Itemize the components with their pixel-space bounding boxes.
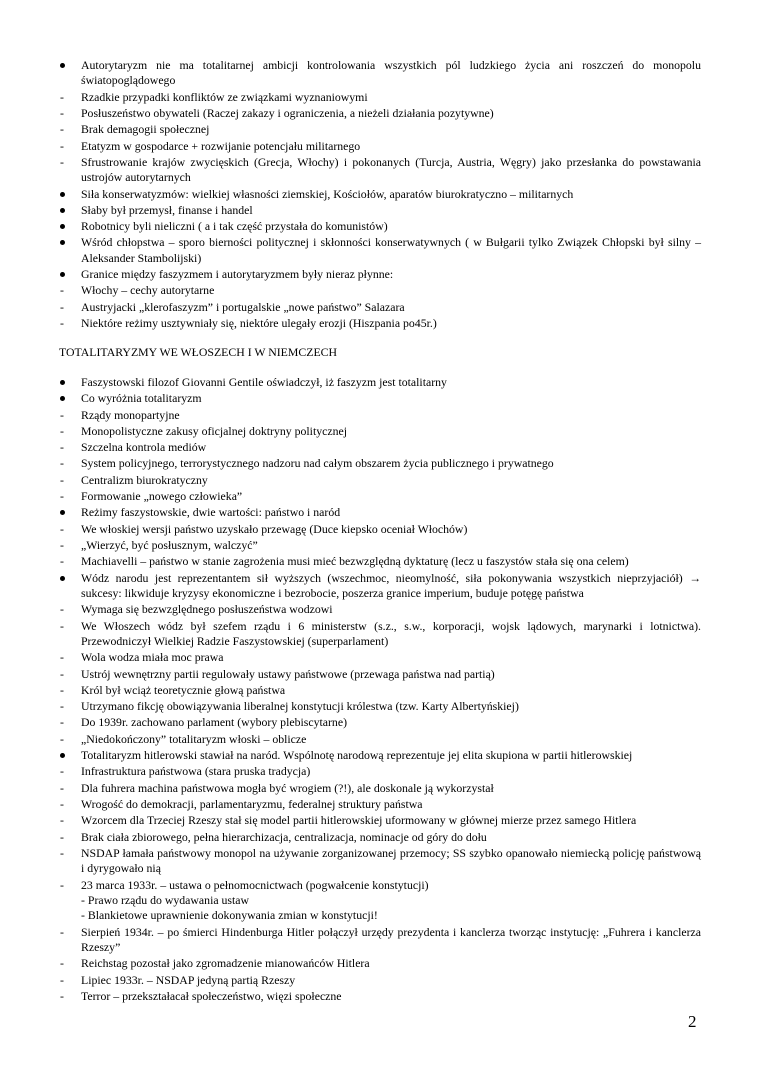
list-item-text: Terror – przekształacał społeczeństwo, więzi społeczne: [81, 988, 342, 1003]
list-item-text: Totalitaryzm hitlerowski stawiał na naród. Wspólnotę narodową reprezentuje jej elita skupiona w partii hitlerowskiej: [81, 748, 633, 763]
list-item-text: 23 marca 1933r. – ustawa o pełnomocnictwach (pogwałcenie konstytucji): [81, 877, 429, 892]
list-item-text: We włoskiej wersji państwo uzyskało przewagę (Duce kiepsko oceniał Włochów): [81, 521, 468, 536]
list-item: [59, 139, 701, 154]
list-item-text: We Włoszech wódz był szefem rządu i 6 ministerstw (s.z., s.w., korporacji, wojsk lądowych, marynarki i lotnictwa). Przewodniczył Wielkiej Radzie Faszystowskiej (superparlament): [81, 618, 701, 648]
list-item-text: Robotnicy byli nieliczni ( a i tak część przystała do komunistów): [81, 219, 388, 234]
list-item-text: Monopolistyczne zakusy oficjalnej doktryny politycznej: [81, 423, 348, 438]
list-item-text: Wśród chłopstwa – sporo bierności politycznej i skłonności konserwatywnych ( w Bułgarii tylko Związek Chłopski był silny – Aleksander Stambolijski): [81, 235, 701, 265]
list-item-text: Ustrój wewnętrzny partii regulowały ustawy państwowe (przewaga państwa nad partią): [81, 666, 495, 681]
list-item: [59, 391, 701, 406]
list-item: [59, 715, 701, 730]
list-item: [59, 283, 701, 298]
list-item: [59, 650, 701, 665]
sub-item-text: - Prawo rządu do wydawania ustaw: [81, 892, 250, 907]
list-item-text: NSDAP łamała państwowy monopol na używanie zorganizowanej przemocy; SS szybko opanowało niemiecką policję państwową i dyrygowało nią: [81, 845, 701, 876]
list-item-text: Lipiec 1933r. – NSDAP jedyną partią Rzeszy: [81, 972, 296, 987]
list-item-text: Niektóre reżimy usztywniały się, niektóre ulegały erozji (Hiszpania po45r.): [81, 316, 437, 331]
list-item: [59, 797, 701, 812]
list-item-text: Król był wciąż teoretycznie głową państwa: [81, 682, 286, 697]
list-item: [59, 219, 701, 234]
list-item-text: System policyjnego, terrorystycznego nadzoru nad całym obszarem życia publicznego i prywatnego: [81, 456, 554, 471]
list-item-text: Słaby był przemysł, finanse i handel: [81, 202, 253, 217]
list-item: [59, 699, 701, 714]
list-item: [59, 956, 701, 971]
list-item: [59, 456, 701, 471]
list-item: [59, 683, 701, 698]
list-item-text: Faszystowski filozof Giovanni Gentile oświadczył, iż faszyzm jest totalitarny: [81, 375, 447, 389]
list-item-text: Granice między faszyzmem i autorytaryzmem były nieraz płynne:: [81, 267, 394, 282]
list-item: [59, 732, 701, 747]
list-item: [59, 505, 701, 520]
list-item-text: Brak demagogii społecznej: [81, 122, 210, 137]
list-item: [59, 571, 701, 602]
list-item-text: Wzorcem dla Trzeciej Rzeszy stał się model partii hitlerowskiej uformowany w głównej mierze przez samego Hitlera: [81, 813, 637, 828]
section-heading: TOTALITARYZMY WE WŁOSZECH I W NIEMCZECH: [59, 345, 338, 359]
list-item-text: Szczelna kontrola mediów: [81, 440, 207, 455]
list-item: [59, 781, 701, 796]
list-item-text: Dla fuhrera machina państwowa mogła być wrogiem (?!), ale doskonale ją wykorzystał: [81, 780, 494, 795]
list-item: [59, 846, 701, 877]
list-item: [59, 554, 701, 569]
list-item: [59, 90, 701, 105]
list-item-text: Włochy – cechy autorytarne: [81, 283, 215, 298]
list-item-text: Reichstag pozostał jako zgromadzenie mianowańców Hitlera: [81, 956, 370, 971]
list-item: [59, 235, 701, 266]
list-item: [59, 106, 701, 121]
list-item-text: Reżimy faszystowskie, dwie wartości: państwo i naród: [81, 505, 341, 520]
list-item-text: Wrogość do demokracji, parlamentaryzmu, federalnej struktury państwa: [81, 796, 423, 811]
list-item-text: Wola wodza miała moc prawa: [81, 650, 224, 665]
list-item: [59, 473, 701, 488]
list-item-text: „Niedokończony” totalitaryzm włoski – oblicze: [81, 731, 307, 746]
list-item: [59, 489, 701, 504]
list-item-text: Posłuszeństwo obywateli (Raczej zakazy i ograniczenia, a nieżeli działania pozytywne): [81, 106, 494, 120]
list-item-text: Rzadkie przypadki konfliktów ze związkami wyznaniowymi: [81, 89, 368, 104]
list-item: [59, 973, 701, 988]
authoritarianism-list: [59, 58, 701, 332]
sub-item-text: - Blankietowe uprawnienie dokonywania zmian w konstytucji!: [81, 908, 378, 923]
list-item: [59, 155, 701, 186]
list-item: [59, 58, 701, 89]
list-item-text: Utrzymano fikcję obowiązywania liberalnej konstytucji królestwa (tzw. Karty Albertyńskiej): [81, 699, 519, 714]
list-item-text: Formowanie „nowego człowieka”: [81, 489, 243, 504]
list-item: [59, 602, 701, 617]
list-item-text: Brak ciała zbiorowego, pełna hierarchizacja, centralizacja, nominacje od góry do dołu: [81, 829, 487, 844]
list-item: [59, 813, 701, 828]
list-item: [59, 925, 701, 956]
list-item: [59, 538, 701, 553]
list-item: [59, 522, 701, 537]
list-item-text: Wymaga się bezwzględnego posłuszeństwa wodzowi: [81, 602, 333, 617]
list-item: [59, 989, 701, 1004]
list-item: [59, 764, 701, 779]
list-item: [59, 424, 701, 439]
list-item: [59, 316, 701, 331]
list-item-text: Austryjacki „klerofaszyzm” i portugalskie „nowe państwo” Salazara: [81, 299, 405, 314]
list-item-text: Sfrustrowanie krajów zwycięskich (Grecja, Włochy) i pokonanych (Turcja, Austria, Węgry) jako przesłanka do powstawania ustrojów autorytarnych: [81, 154, 701, 185]
list-item: [59, 619, 701, 650]
list-item: [59, 748, 701, 763]
list-item: [59, 187, 701, 202]
list-item-text: Co wyróżnia totalitaryzm: [81, 391, 202, 406]
page-number: 2: [688, 1012, 697, 1031]
list-item: [59, 408, 701, 423]
list-item-text: „Wierzyć, być posłusznym, walczyć”: [81, 537, 258, 552]
list-item: [59, 267, 701, 282]
totalitarianism-list: [59, 375, 701, 1005]
list-item-text: Do 1939r. zachowano parlament (wybory plebiscytarne): [81, 715, 347, 730]
list-item: [59, 300, 701, 315]
list-item: [59, 203, 701, 218]
list-item-text: Siła konserwatyzmów: wielkiej własności ziemskiej, Kościołów, aparatów biurokratyczno – militarnych: [81, 186, 574, 201]
list-item-text: Infrastruktura państwowa (stara pruska tradycja): [81, 764, 311, 779]
list-item: [59, 667, 701, 682]
list-item: [59, 830, 701, 845]
list-item-text: Centralizm biurokratyczny: [81, 472, 208, 487]
list-item: [59, 375, 701, 390]
list-item-text: Machiavelli – państwo w stanie zagrożenia musi mieć bezwzględną dyktaturę (lecz u faszystów stała się ona celem): [81, 554, 629, 569]
list-item: [59, 440, 701, 455]
list-item-text: Sierpień 1934r. – po śmierci Hindenburga Hitler połączył urzędy prezydenta i kanclerza tworząc instytucję: „Fuhrera i kanclerza Rzeszy”: [81, 924, 701, 955]
list-item-text: Wódz narodu jest reprezentantem sił wyższych (wszechmoc, nieomylność, siła pokonywania wszystkich nieprzyjaciół) → sukcesy: likwiduje kryzysy ekonomiczne i bezrobocie, poszerza granice imperium, buduje potęgę państwa: [81, 570, 701, 600]
list-item-text: Autorytaryzm nie ma totalitarnej ambicji kontrolowania wszystkich pól ludzkiego życia ani roszczeń do monopolu światopoglądowego: [81, 58, 701, 88]
list-item: [59, 878, 701, 924]
list-item-text: Etatyzm w gospodarce + rozwijanie potencjału militarnego: [81, 138, 361, 153]
list-item: [59, 122, 701, 137]
list-item-text: Rządy monopartyjne: [81, 407, 180, 422]
